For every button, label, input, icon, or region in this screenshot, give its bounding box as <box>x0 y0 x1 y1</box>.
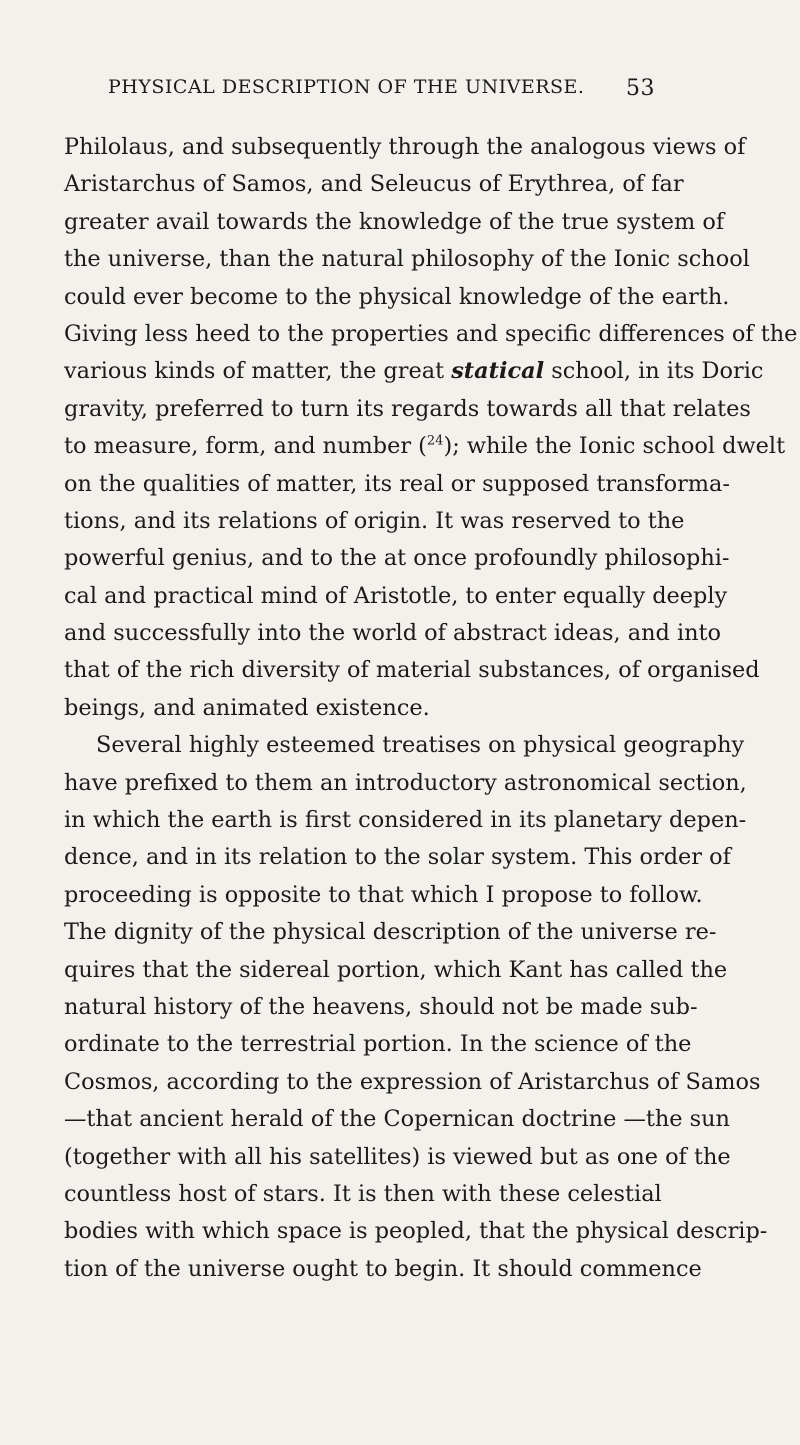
text-line: bodies with which space is peopled, that the physical descrip- <box>64 1218 768 1245</box>
text-line: ordinate to the terrestrial portion. In the science of the <box>64 1031 692 1058</box>
text-line: Aristarchus of Samos, and Seleucus of Erythrea, of far <box>64 171 684 198</box>
text-segment: various kinds of matter, the great <box>64 358 445 385</box>
text-line: (together with all his satellites) is viewed but as one of the <box>64 1143 731 1170</box>
text-line: tion of the universe ought to begin. It should commence <box>64 1255 702 1282</box>
text-line: tions, and its relations of origin. It was reserved to the <box>64 507 685 534</box>
page-number: 53 <box>626 76 655 101</box>
text-line: have prefixed to them an introductory astronomical section, <box>64 769 747 796</box>
text-line: in which the earth is first considered in its planetary depen- <box>64 807 747 834</box>
text-line: Philolaus, and subsequently through the analogous views of <box>64 134 746 160</box>
text-line: quires that the sidereal portion, which Kant has called the <box>64 956 728 983</box>
body-text <box>64 129 798 1288</box>
text-segment: to measure, form, and number ( <box>64 433 427 460</box>
text-line: gravity, preferred to turn its regards towards all that relates <box>64 395 751 422</box>
text-line: natural history of the heavens, should not be made sub- <box>64 993 698 1020</box>
text-line: Cosmos, according to the expression of Aristarchus of Samos <box>64 1068 761 1095</box>
italic-term: statical <box>451 358 545 385</box>
text-line: Giving less heed to the properties and specific differences of the <box>64 320 798 347</box>
text-line: Several highly esteemed treatises on physical geography <box>96 732 745 759</box>
text-line <box>64 353 764 390</box>
text-line: beings, and animated existence. <box>64 694 430 721</box>
running-head-title: PHYSICAL DESCRIPTION OF THE UNIVERSE. <box>108 76 585 98</box>
text-line: countless host of stars. It is then with these celestial <box>64 1180 662 1207</box>
text-line: —that ancient herald of the Copernican doctrine —the sun <box>64 1106 730 1133</box>
text-line: and successfully into the world of abstract ideas, and into <box>64 620 722 647</box>
text-line: powerful genius, and to the at once profoundly philosophi- <box>64 545 730 572</box>
text-line: could ever become to the physical knowledge of the earth. <box>64 283 730 310</box>
text-line: that of the rich diversity of material substances, of organised <box>64 657 760 684</box>
text-line: cal and practical mind of Aristotle, to enter equally deeply <box>64 582 728 609</box>
text-segment: ); while the Ionic school dwelt <box>443 433 786 460</box>
text-line: greater avail towards the knowledge of the true system of <box>64 208 725 235</box>
text-line: on the qualities of matter, its real or supposed transforma- <box>64 470 730 497</box>
text-line: proceeding is opposite to that which I propose to follow. <box>64 881 703 908</box>
text-line: The dignity of the physical description of the universe re- <box>64 919 717 946</box>
footnote-reference: 24 <box>426 433 444 449</box>
text-line: dence, and in its relation to the solar system. This order of <box>64 844 731 871</box>
text-line: the universe, than the natural philosophy of the Ionic school <box>64 246 750 273</box>
text-line <box>64 428 786 465</box>
text-segment: school, in its Doric <box>551 358 764 385</box>
running-head <box>108 76 655 106</box>
